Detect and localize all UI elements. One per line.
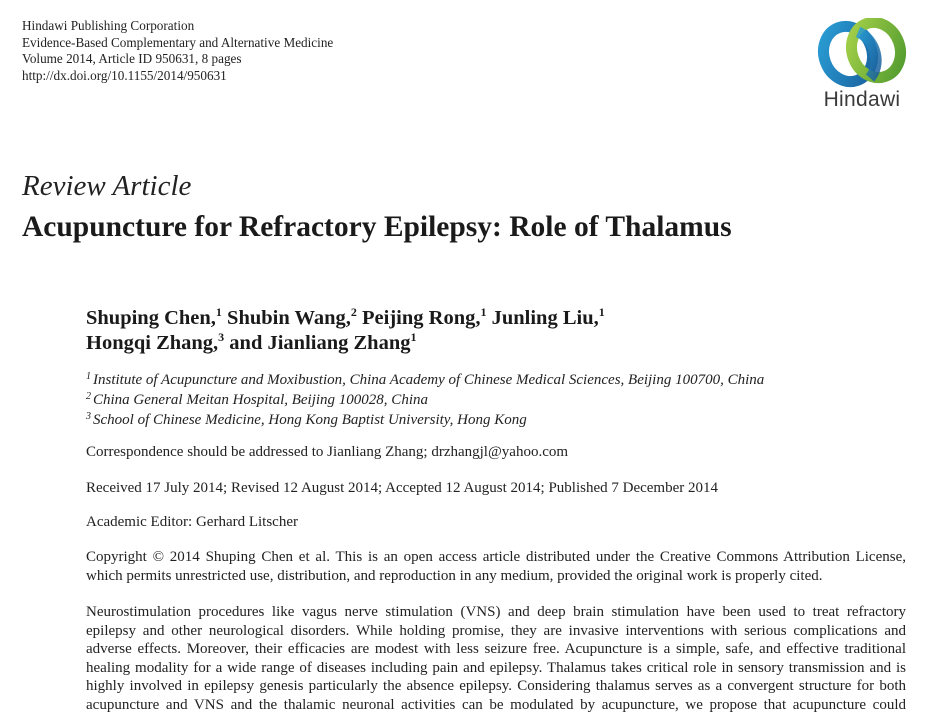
affiliation-sup: 2: [86, 391, 91, 402]
correspondence-line: Correspondence should be addressed to Jianliang Zhang; drzhangjl@yahoo.com: [86, 444, 569, 460]
article-title: Acupuncture for Refractory Epilepsy: Role of Thalamus: [22, 211, 732, 243]
abstract-line: Neurostimulation procedures like vagus nerve stimulation (VNS) and deep brain stimulation have been used to treat refractory: [86, 604, 906, 620]
journal-name: Evidence-Based Complementary and Alternative Medicine: [22, 34, 334, 50]
author-name[interactable]: Jianliang Zhang: [267, 332, 411, 354]
academic-editor: Academic Editor: Gerhard Litscher: [86, 514, 298, 530]
doi-link[interactable]: http://dx.doi.org/10.1155/2014/950631: [22, 67, 227, 83]
volume-line: Volume 2014, Article ID 950631, 8 pages: [22, 51, 242, 66]
abstract-line: epilepsy and other neurological disorders. While holding promise, they are invasive interventions with serious complications and: [86, 622, 906, 639]
affiliation-text: China General Meitan Hospital, Beijing 100028, China: [93, 392, 428, 408]
abstract-line: adverse effects. Moreover, their efficacies are modest with less seizure free. Acupuncture is a simple, safe, and effective traditional: [86, 641, 906, 657]
hindawi-logo-icon: [814, 18, 910, 88]
abstract-line: acupuncture and VNS and the thalamic neuronal activities can be modulated by acupuncture, we propose that acupuncture could: [86, 696, 906, 713]
affiliation-item: [86, 410, 764, 430]
article-type: Review Article: [22, 170, 192, 202]
affiliation-text: Institute of Acupuncture and Moxibustion, China Academy of Chinese Medical Sciences, Beijing 100700, China: [93, 372, 765, 388]
author-name[interactable]: Peijing Rong,: [362, 307, 481, 329]
author-name[interactable]: Shubin Wang,: [227, 307, 351, 329]
author-line-1: [86, 306, 605, 331]
author-affiliation-sup: 2: [350, 305, 357, 319]
copyright-line: Copyright © 2014 Shuping Chen et al. This is an open access article distributed under the Creative Commons Attribution License,: [86, 549, 906, 565]
affiliation-item: [86, 390, 764, 410]
author-affiliation-sup: 1: [215, 305, 222, 319]
abstract-line: healing modality for a wide range of diseases including pain and epilepsy. Thalamus takes critical role in sensory transmission and is: [86, 659, 906, 676]
author-affiliation-sup: 3: [218, 330, 225, 344]
author-affiliation-sup: 1: [480, 305, 487, 319]
affiliation-sup: 3: [86, 411, 91, 422]
publication-dates: Received 17 July 2014; Revised 12 August 2014; Accepted 12 August 2014; Published 7 December 2014: [86, 480, 719, 496]
author-affiliation-sup: 1: [410, 330, 417, 344]
author-list: [86, 306, 605, 356]
hindawi-logo: [814, 18, 910, 114]
journal-info: [22, 18, 333, 84]
copyright-notice: [86, 548, 906, 586]
author-name[interactable]: Hongqi Zhang,: [86, 332, 219, 354]
author-line-2: [86, 331, 605, 356]
abstract-line: highly involved in epilepsy genesis particularly the absence epilepsy. Considering thalamus serves as a convergent structure for both: [86, 678, 906, 694]
affiliation-sup: 1: [86, 371, 91, 382]
abstract: [86, 603, 906, 714]
affiliation-text: School of Chinese Medicine, Hong Kong Baptist University, Hong Kong: [93, 412, 527, 428]
author-affiliation-sup: 1: [598, 305, 605, 319]
author-name[interactable]: Shuping Chen,: [86, 307, 216, 329]
author-conjunction: and: [229, 332, 263, 354]
affiliation-item: [86, 370, 764, 390]
publisher: Hindawi Publishing Corporation: [22, 18, 195, 33]
hindawi-logo-text: Hindawi: [823, 88, 901, 111]
copyright-line: which permits unrestricted use, distribution, and reproduction in any medium, provided the original work is properly cited.: [86, 568, 823, 584]
author-name[interactable]: Junling Liu,: [491, 307, 599, 329]
affiliation-list: [86, 370, 764, 430]
